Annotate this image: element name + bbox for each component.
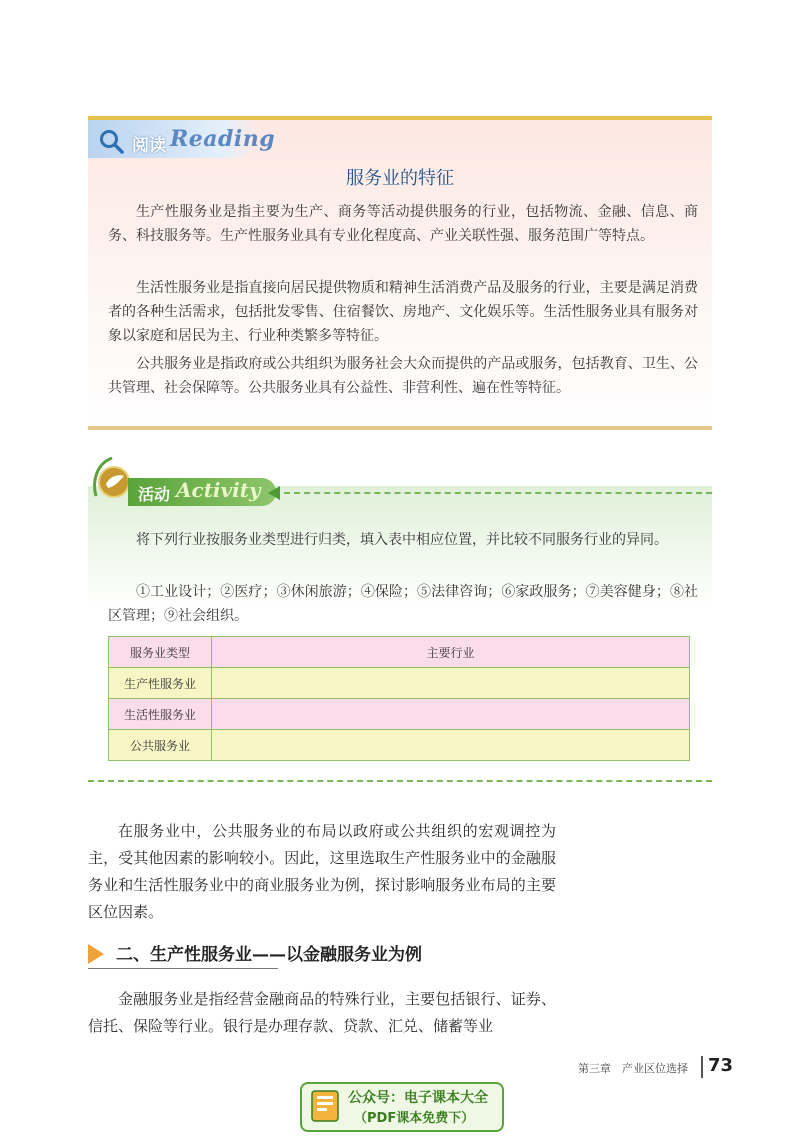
table-row — [109, 730, 690, 761]
reading-title: 服务业的特征 — [346, 168, 454, 189]
activity-arrow-marker — [268, 486, 280, 500]
section-marker-icon — [88, 944, 104, 964]
footer-divider — [701, 1056, 703, 1078]
reading-paragraph-1: 生产性服务业是指主要为生产、商务等活动提供服务的行业，包括物流、金融、信息、商务、科技服务等。生产性服务业具有专业化程度高、产业关联性强、服务范围广等特点。 — [108, 204, 698, 244]
reading-bottom-border — [88, 426, 712, 430]
footer-chapter-title: 第三章 产业区位选择 — [578, 1062, 688, 1075]
reading-badge — [88, 120, 276, 158]
table-cell-type: 公共服务业 — [109, 730, 212, 761]
section-underline — [88, 968, 278, 969]
table-cell-type: 生产性服务业 — [109, 668, 212, 699]
reading-paragraph-3: 公共服务业是指政府或公共组织为服务社会大众而提供的产品或服务，包括教育、卫生、公共管理、社会保障等。公共服务业具有公益性、非营利性、遍在性等特征。 — [108, 356, 698, 396]
book-icon — [310, 1089, 340, 1123]
stamp-line-2: （PDF课本免费下） — [354, 1111, 475, 1126]
magnifier-icon — [98, 128, 124, 154]
activity-box — [88, 452, 712, 784]
activity-badge — [128, 478, 276, 506]
reading-badge-label: 阅读 — [132, 136, 166, 156]
reading-badge-english: Reading — [170, 126, 276, 152]
page-number: 73 — [708, 1055, 734, 1076]
table-cell-industries[interactable] — [212, 730, 690, 761]
activity-bottom-divider — [88, 780, 712, 782]
table-row — [109, 668, 690, 699]
watermark-stamp — [300, 1082, 504, 1132]
table-header-type: 服务业类型 — [109, 637, 212, 668]
table-row — [109, 699, 690, 730]
activity-badge-label: 活动 — [138, 485, 171, 504]
service-type-table — [108, 636, 690, 761]
body-paragraph-1: 在服务业中，公共服务业的布局以政府或公共组织的宏观调控为主，受其他因素的影响较小。因此，这里选取生产性服务业中的金融服务业和生活性服务业中的商业服务业为例，探讨影响服务业布局的主要区位因素。 — [88, 822, 556, 921]
reading-paragraph-2: 生活性服务业是指直接向居民提供物质和精神生活消费产品及服务的行业，主要是满足消费者的各种生活需求，包括批发零售、住宿餐饮、房地产、文化娱乐等。生活性服务业具有服务对象以家庭和居民为主、行业种类繁多等特征。 — [108, 280, 698, 344]
activity-items: ①工业设计；②医疗；③休闲旅游；④保险；⑤法律咨询；⑥家政服务；⑦美容健身；⑧社区管理；⑨社会组织。 — [108, 584, 698, 624]
activity-instruction: 将下列行业按服务业类型进行归类，填入表中相应位置，并比较不同服务行业的异同。 — [136, 532, 668, 548]
section-heading — [88, 940, 568, 970]
section-heading-text: 二、生产性服务业——以金融服务业为例 — [116, 945, 422, 965]
table-header-industries: 主要行业 — [212, 637, 690, 668]
stamp-line-1: 公众号：电子课本大全 — [348, 1090, 488, 1106]
body-paragraph-2: 金融服务业是指经营金融商品的特殊行业，主要包括银行、证券、信托、保险等行业。银行是办理存款、贷款、汇兑、储蓄等业 — [88, 990, 556, 1035]
table-cell-type: 生活性服务业 — [109, 699, 212, 730]
table-cell-industries[interactable] — [212, 699, 690, 730]
activity-badge-english: Activity — [176, 478, 261, 502]
table-cell-industries[interactable] — [212, 668, 690, 699]
table-header-row — [109, 637, 690, 668]
reading-box — [88, 116, 712, 430]
activity-top-divider — [284, 492, 712, 494]
